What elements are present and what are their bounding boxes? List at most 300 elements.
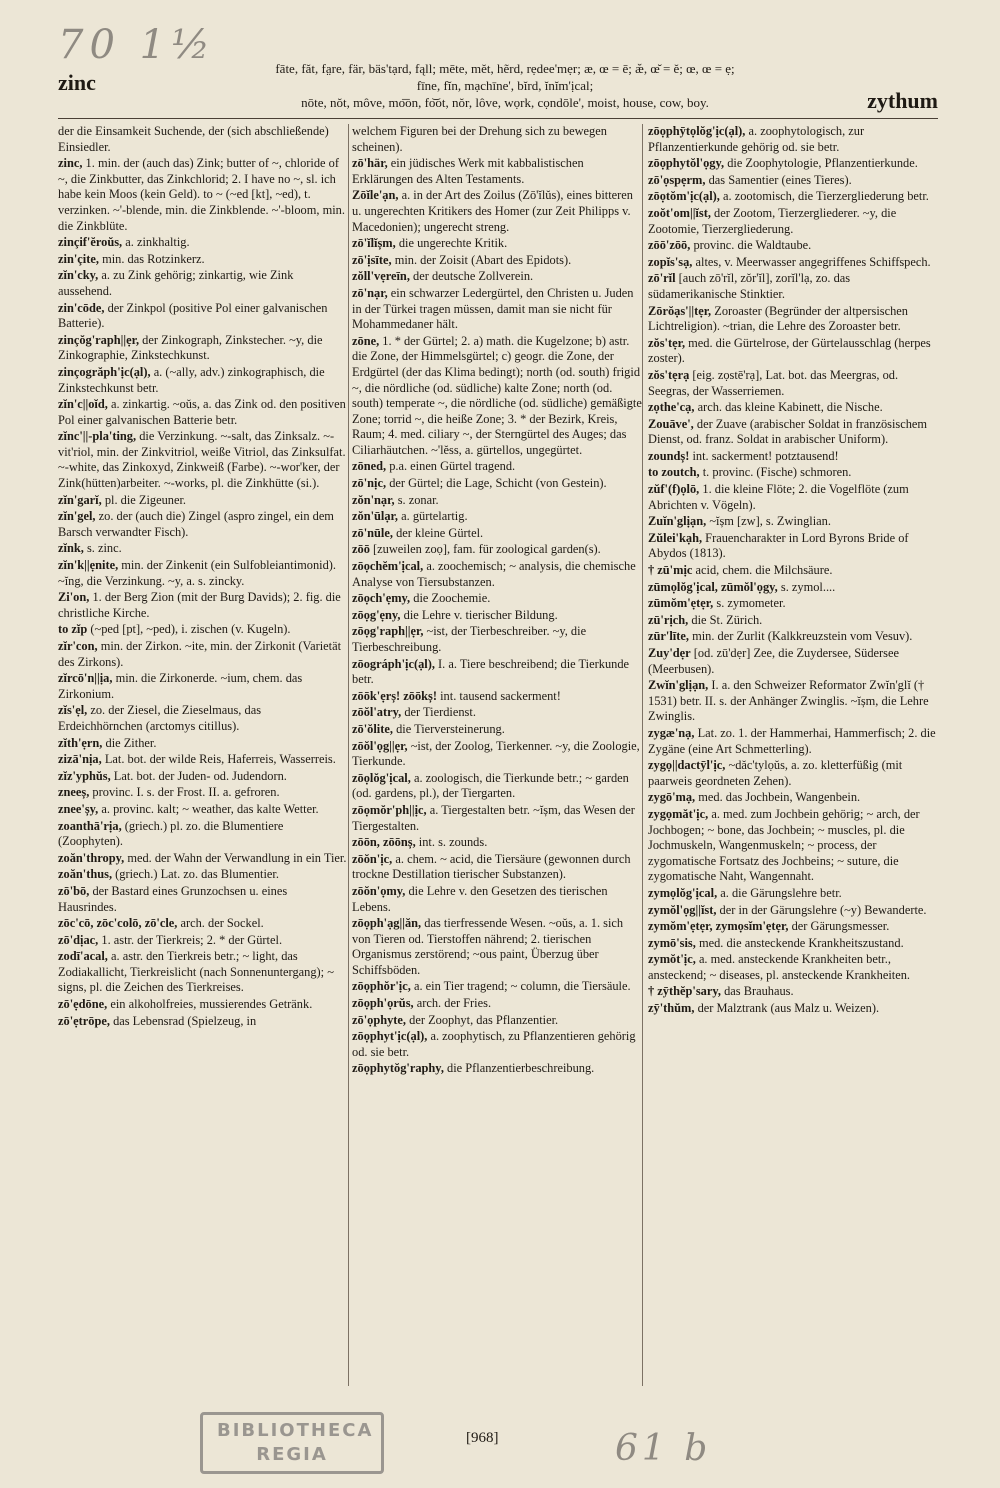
entry-headword: zō'ẹdōne, xyxy=(58,997,108,1012)
dictionary-entry xyxy=(352,996,642,1012)
entry-headword: zŏs'tẹr, xyxy=(648,335,686,350)
entry-definition: ~ĭșm [zw], s. Zwinglian. xyxy=(709,514,831,529)
pronunciation-key-line: nōte, nŏt, môve, mo͞on, fo͝ot, nŏr, lôve, wọrk, cọndōle', moist, house, cow, boy. xyxy=(301,95,709,110)
entry-headword: zō'ọspẹrm, xyxy=(648,172,706,187)
dictionary-entry xyxy=(648,646,938,677)
dictionary-entry xyxy=(352,705,642,721)
library-stamp xyxy=(200,1412,384,1474)
dictionary-entry xyxy=(352,608,642,624)
entry-headword: zōne, xyxy=(352,333,380,348)
entry-definition: 1. der Berg Zion (mit der Burg Davids); 2. fig. die christliche Kirche. xyxy=(58,590,341,620)
pronunciation-key-line: fāte, făt, fa̤re, fär, bäs'tạrd, fąll; mēte, mĕt, hẽrd, rẹdee'mẹr; æ, œ = ē; æ̆, œ̆ = ĕ; œ, œ = ẹ; xyxy=(275,61,735,76)
entry-definition: a. zoochemisch; ~ analysis, die chemische Analyse von Tiersubstanzen. xyxy=(352,559,636,589)
entry-headword: zygō'mạ, xyxy=(648,790,696,805)
dictionary-entry xyxy=(352,559,642,590)
entry-headword: zōned, xyxy=(352,459,387,474)
dictionary-entry xyxy=(352,188,642,235)
entry-definition: ~ist, der Zoolog, Tierkenner. ~y, die Zoologie, Tierkunde. xyxy=(352,738,640,769)
entry-definition: a. med. ansteckende Krankheiten betr., ansteckend; ~ diseases, pl. ansteckende Krankheiten. xyxy=(648,952,910,982)
dictionary-entry xyxy=(352,739,642,770)
entry-headword: zȳ'thŭm, xyxy=(648,1001,695,1016)
entry-headword: zōọlŏg'ịcal, xyxy=(352,770,411,785)
entry-definition: a. med. zum Jochbein gehörig; ~ arch, der Jochbogen; ~ bone, das Jochbein; ~ muscles, pl. die Jochmuskeln, Wangenmuskeln; ~ process, der zygomatische Fortsatz des Jochbeins; ~ suture, die zygomatische Naht, Wangennaht. xyxy=(648,806,920,884)
entry-headword: zōŏl'atry, xyxy=(352,705,402,720)
dictionary-entry xyxy=(648,580,938,596)
entry-definition: p.a. einen Gürtel tragend. xyxy=(389,459,516,474)
entry-definition: zo. der Ziesel, die Zieselmaus, das Erdeichhörnchen (arctomys citillus). xyxy=(58,703,262,733)
entry-headword: zō'ọphyte, xyxy=(352,1012,407,1027)
dictionary-entry xyxy=(352,591,642,607)
header-rule xyxy=(58,118,938,119)
entry-definition: die Lehre v. tierischer Bildung. xyxy=(403,607,558,622)
entry-headword: Zŭlei'kạh, xyxy=(648,530,703,545)
entry-definition: med. der Wahn der Verwandlung in ein Tier. xyxy=(127,850,347,865)
dictionary-entry xyxy=(352,156,642,187)
entry-headword: zoŏt'om||ĭst, xyxy=(648,205,711,220)
entry-definition: a. ein Tier tragend; ~ column, die Tiersäule. xyxy=(413,979,631,994)
entry-definition: min. der Zurlit (Kalkkreuzstein vom Vesuv). xyxy=(692,629,913,644)
entry-headword: zōō xyxy=(352,542,370,557)
dictionary-entry xyxy=(648,255,938,271)
dictionary-entry xyxy=(648,304,938,335)
dictionary-entry xyxy=(648,368,938,399)
entry-headword: zọthe'cạ, xyxy=(648,400,695,415)
entry-headword: zō'rĭl xyxy=(648,271,676,286)
dictionary-entry xyxy=(58,509,348,540)
dictionary-entry xyxy=(58,671,348,702)
entry-headword: zōọphŏr'ịc, xyxy=(352,979,411,994)
entry-definition: a. astr. den Tierkreis betr.; ~ light, das Zodiakallicht, Tierkreislicht (nach Sonnenuntergang); ~ signs, pl. die Zeichen des Tierkreises. xyxy=(58,949,334,995)
entry-definition: der deutsche Zollverein. xyxy=(413,269,534,284)
entry-headword: zĭn'gel, xyxy=(58,509,96,524)
entry-headword: zōŏl'ọg||ẹr, xyxy=(352,738,408,753)
dictionary-entry xyxy=(58,949,348,996)
entry-definition: die Lehre v. den Gesetzen des tierischen Lebens. xyxy=(352,883,608,914)
dictionary-entry xyxy=(58,365,348,396)
dictionary-entry xyxy=(58,752,348,768)
entry-definition: min. die Zirkonerde. ~ium, chem. das Zirkonium. xyxy=(58,671,303,701)
entry-definition: med. die Gürtelrose, der Gürtelausschlag (herpes zoster). xyxy=(648,335,931,366)
dictionary-entry xyxy=(58,802,348,818)
entry-headword: zĭrcō'n||ịa, xyxy=(58,671,113,686)
dictionary-entry xyxy=(352,689,642,705)
entry-definition: a. provinc. kalt; ~ weather, das kalte Wetter. xyxy=(101,801,319,816)
entry-headword: zō'nūle, xyxy=(352,525,393,540)
entry-headword: zinçif'ĕroŭs, xyxy=(58,235,123,250)
entry-definition: a. zinkartig. ~oŭs, a. das Zink od. den positiven Pol einer galvanischen Batterie betr. xyxy=(58,397,346,427)
dictionary-entry xyxy=(58,590,348,621)
entry-headword: zĭn'c||oĭd, xyxy=(58,397,108,412)
dictionary-entry xyxy=(648,726,938,757)
handwritten-catalog-mark: 61 b xyxy=(615,1428,712,1469)
entry-definition: das tierfressende Wesen. ~oŭs, a. 1. sich von Tieren od. Tierstoffen nährend; 2. tierischen Organismus zerstörend; ~ous paint, Überzug über Schiffsböden. xyxy=(352,916,624,977)
entry-definition: der Zinkpol (positive Pol einer galvanischen Batterie). xyxy=(58,300,328,331)
dictionary-entry xyxy=(58,268,348,299)
dictionary-entry xyxy=(58,867,348,883)
entry-definition: arch. der Fries. xyxy=(416,996,492,1011)
entry-headword: zōọph'ọrŭs, xyxy=(352,996,414,1011)
entry-definition: ~dăc'tylọŭs, a. zo. kletterfüßig (mit paarweis geordneten Zehen). xyxy=(648,758,903,788)
entry-headword: zymŏm'ẹtẹr, zymọsĭm'ẹtẹr, xyxy=(648,919,789,934)
column-middle xyxy=(352,124,642,1384)
entry-definition: a. zoophytologisch, zur Pflanzentierkunde gehörig od. sie betr. xyxy=(648,124,865,154)
entry-definition: (griech.) Lat. zo. das Blumentier. xyxy=(115,867,279,882)
entry-headword: zĭn'garĭ, xyxy=(58,492,102,507)
entry-definition: pl. die Zigeuner. xyxy=(104,492,187,507)
entry-headword: zūr'līte, xyxy=(648,629,689,644)
entry-definition: Zoroaster (Begründer der altpersischen Lichtreligion). ~trian, die Lehre des Zoroaster betr. xyxy=(648,303,908,334)
entry-headword: zō'här, xyxy=(352,156,388,171)
entry-definition: ein alkoholfreies, mussierendes Getränk. xyxy=(110,997,313,1012)
dictionary-entry xyxy=(58,997,348,1013)
entry-headword: zymō'sis, xyxy=(648,935,696,950)
dictionary-entry xyxy=(648,613,938,629)
entry-headword: zō'ĭlĭșm, xyxy=(352,236,396,251)
entry-headword: zōọphyt'ịc(ạl), xyxy=(352,1029,428,1044)
entry-headword: zō'ŏlite, xyxy=(352,721,393,736)
entry-headword: to zoutch, xyxy=(648,465,700,480)
entry-definition: der Zoophyt, das Pflanzentier. xyxy=(409,1012,559,1027)
entry-headword: zōọmŏr'ph||ịc, xyxy=(352,802,427,817)
guide-word-right: zythum xyxy=(867,88,938,113)
entry-definition: t. provinc. (Fische) schmoren. xyxy=(702,465,852,480)
pronunciation-key-line: fīne, fĭn, mạchīne', bĭrd, ĭnĭm'ịcal; xyxy=(416,78,594,93)
entry-headword: zĭn'cky, xyxy=(58,268,99,283)
dictionary-entry xyxy=(648,807,938,885)
entry-definition: die Pflanzentierbeschreibung. xyxy=(447,1061,595,1076)
entry-definition: I. a. Tiere beschreibend; die Tierkunde betr. xyxy=(352,656,630,687)
entry-headword: zōọphytŏl'ọgy, xyxy=(648,156,725,171)
dictionary-entry xyxy=(352,624,642,655)
dictionary-entry xyxy=(58,301,348,332)
dictionary-entry xyxy=(352,334,642,459)
dictionary-entry xyxy=(648,984,938,1000)
dictionary-entry xyxy=(648,629,938,645)
entry-definition: a. gürtelartig. xyxy=(401,509,468,524)
entry-definition: a. die Gärungslehre betr. xyxy=(720,885,842,900)
dictionary-entry xyxy=(58,558,348,589)
entry-definition: [eig. zọstē'rạ], Lat. bot. das Meergras, od. Seegras, der Wasserriemen. xyxy=(648,367,899,398)
entry-headword: zōc'cō, zōc'colō, zō'cle, xyxy=(58,916,178,931)
dictionary-entry xyxy=(352,771,642,802)
entry-headword: zodī'acal, xyxy=(58,949,108,964)
entry-headword: zinc, xyxy=(58,156,83,171)
dictionary-entry xyxy=(648,531,938,562)
entry-definition: a. in der Art des Zoilus (Zō'ĭlŭs), eines bitteren u. ungerechten Kritikers des Homer (zur Zeit Philipps v. Macedonien); ungerecht streng. xyxy=(352,188,633,234)
entry-definition: der in der Gärungslehre (~y) Bewanderte. xyxy=(719,902,927,917)
dictionary-entry xyxy=(352,459,642,475)
dictionary-entry xyxy=(58,622,348,638)
dictionary-entry xyxy=(648,173,938,189)
entry-definition: 1. min. der (auch das) Zink; butter of ~, chloride of ~, die Zinkbutter, das Zinkchlorid; 2. I have no ~, sl. ich habe kein Moos (kein Geld). to ~ (~ed [kt], ~ed), t. verzinken. ~'-blende, min. die Zinkblende. ~'-bloom, min. die Zinkblüte. xyxy=(58,156,345,233)
dictionary-entry xyxy=(648,400,938,416)
entry-definition: med. die ansteckende Krankheitszustand. xyxy=(698,935,904,950)
entry-definition: (~ped [pt], ~ped), i. zischen (v. Kugeln). xyxy=(90,622,291,637)
entry-definition: der Zuave (arabischer Soldat in französischem Dienst, od. franz. Soldat in arabischer Uniform). xyxy=(648,416,928,447)
entry-definition: die Verzinkung. ~-salt, das Zinksalz. ~-vit'riol, min. der Zinkvitriol, weiße Vitriol, das Zinksulfat. ~-white, das Zinkoxyd, Zinkweiß (Farbe). ~-wor'ker, der Zink(hütten)arbeiter. ~-works, pl. die Zinkhütte (si.). xyxy=(58,429,346,491)
entry-headword: zōọtŏm'ịc(ạl), xyxy=(648,189,720,204)
dictionary-entry xyxy=(648,449,938,465)
dictionary-entry xyxy=(58,429,348,491)
stamp-line: BIBLIOTHECA xyxy=(217,1420,374,1441)
entry-headword: zĭnc'||-pla'ting, xyxy=(58,429,137,444)
dictionary-entry xyxy=(648,758,938,789)
entry-definition: ein jüdisches Werk mit kabbalistischen Erklärungen des Alten Testaments. xyxy=(352,156,584,186)
entry-headword: zŏll'vẹreīn, xyxy=(352,269,410,284)
entry-definition: arch. der Sockel. xyxy=(180,916,264,931)
dictionary-entry xyxy=(352,509,642,525)
entry-definition: 1. * der Gürtel; 2. a) math. die Kugelzone; b) astr. die Zone, der Himmelsgürtel; c) geogr. die Zone, der Erdgürtel (der das Klima bedingt); north (od. south) frigid ~, die nördliche (od. südliche) kalte Zone; north (od. south) temperate ~, die nördliche (od. südliche) gemäßigte Zone; torrid ~, die heiße Zone; 3. * der Bezirk, Kreis, Raum; 4. med. ciliary ~, der Sterngürtel des Auges; das Ciliarhäutchen. ~'lĕss, a. gürtellos, ungegürtet. xyxy=(352,333,642,457)
entry-headword: zŏn'nạr, xyxy=(352,492,395,507)
entry-definition: das Samentier (eines Tieres). xyxy=(708,172,852,187)
pronunciation-key xyxy=(225,60,785,111)
entry-headword: zĭz'yphŭs, xyxy=(58,768,111,783)
entry-definition: die Tierversteinerung. xyxy=(396,721,505,736)
entry-definition: der Gärungsmesser. xyxy=(791,919,890,934)
entry-definition: (griech.) pl. zo. die Blumentiere (Zoophyten). xyxy=(58,818,284,849)
entry-definition: ein schwarzer Ledergürtel, den Christen u. Juden in der Türkei tragen müssen, damit man sie nicht für Mohammedaner hält. xyxy=(352,285,634,332)
entry-headword: zō'ẹtrōpe, xyxy=(58,1013,110,1028)
entry-headword: zūmọlŏg'ịcal, zūmŏl'ọgy, xyxy=(648,579,778,594)
entry-headword: to zĭp xyxy=(58,622,88,637)
entry-headword: Zouāve', xyxy=(648,416,694,431)
entry-definition: ~ist, der Tierbeschreiber. ~y, die Tierbeschreibung. xyxy=(352,624,587,654)
dictionary-entry xyxy=(58,851,348,867)
column-divider xyxy=(642,124,643,1386)
entry-headword: zĭr'con, xyxy=(58,639,98,653)
entry-headword: zū'rịch, xyxy=(648,612,689,627)
entry-headword: zŏn'ūlạr, xyxy=(352,509,399,524)
dictionary-entry xyxy=(648,563,938,579)
entry-definition: [auch zō'rĭl, zŏr'ĭl], zorĭl'lạ, zo. das südamerikanische Stinktier. xyxy=(648,271,851,301)
entry-headword: zoăn'thus, xyxy=(58,867,113,882)
entry-headword: zōográph'ịc(ạl), xyxy=(352,656,435,671)
entry-headword: zō'nạr, xyxy=(352,285,388,300)
column-left xyxy=(58,124,348,1384)
entry-headword: zymọlŏg'ịcal, xyxy=(648,885,718,900)
dictionary-entry xyxy=(352,803,642,834)
dictionary-entry xyxy=(58,933,348,949)
entry-headword: zōō'zōō, xyxy=(648,238,691,253)
dictionary-entry xyxy=(648,206,938,237)
dictionary-entry xyxy=(58,1014,348,1030)
entry-definition: der die Einsamkeit Suchende, der (sich abschließende) Einsiedler. xyxy=(58,124,329,154)
entry-definition: a. zinkhaltig. xyxy=(125,235,190,250)
entry-definition: welchem Figuren bei der Drehung sich zu bewegen scheinen). xyxy=(352,124,607,154)
dictionary-entry xyxy=(648,596,938,612)
dictionary-entry xyxy=(648,271,938,302)
entry-definition: Lat. bot. der wilde Reis, Haferreis, Wasserreis. xyxy=(104,752,336,767)
entry-headword: zoundș! xyxy=(648,448,690,463)
entry-definition: die St. Zürich. xyxy=(691,612,763,627)
entry-definition: Frauencharakter in Lord Byrons Bride of Abydos (1813). xyxy=(648,530,909,561)
entry-headword: Zi'on, xyxy=(58,590,90,605)
entry-definition: der Bastard eines Grunzochsen u. eines Hausrindes. xyxy=(58,883,288,914)
entry-headword: zōọch'ẹmy, xyxy=(352,591,411,606)
entry-definition: provinc. I. s. der Frost. II. a. gefroren. xyxy=(92,785,280,800)
entry-headword: zōọph'ạg||ăn, xyxy=(352,916,422,931)
entry-definition: min. der Zirkon. ~ite, min. der Zirkonit (Varietät des Zirkons). xyxy=(58,639,342,669)
entry-headword: Zuy'dẹr xyxy=(648,646,691,660)
entry-headword: zoăn'thropy, xyxy=(58,850,125,865)
entry-definition: der Tierdienst. xyxy=(404,705,476,720)
dictionary-entry xyxy=(58,884,348,915)
column-divider xyxy=(348,124,349,1386)
entry-definition: I. a. den Schweizer Reformator Zwĭn'glĭ († 1531) betr. II. s. der Anhänger Zwinglis. ~ĭșm, die Lehre Zwinglis. xyxy=(648,678,929,724)
entry-headword: zōōk'ẹrș! zōōkș! xyxy=(352,688,437,703)
entry-headword: zō'ịsīte, xyxy=(352,252,392,267)
dictionary-entry xyxy=(352,1061,642,1077)
entry-definition: 1. astr. der Tierkreis; 2. * der Gürtel. xyxy=(101,932,283,947)
entry-headword: zō'nịc, xyxy=(352,476,387,491)
entry-headword: zōōn, zōōnș, xyxy=(352,835,416,850)
entry-definition: der Zinkograph, Zinkstecher. ~y, die Zinkographie, Zinkstechkunst. xyxy=(58,332,323,363)
dictionary-entry xyxy=(58,703,348,734)
dictionary-entry xyxy=(648,936,938,952)
dictionary-entry xyxy=(648,903,938,919)
entry-headword: zĭs'ẹl, xyxy=(58,703,88,718)
dictionary-entry xyxy=(352,835,642,851)
entry-headword: zōọg'raph||ẹr, xyxy=(352,624,424,639)
entry-definition: s. zinc. xyxy=(86,541,122,556)
entry-definition: int. sackerment! potztausend! xyxy=(692,448,839,463)
entry-definition: die ungerechte Kritik. xyxy=(398,236,508,251)
dictionary-entry xyxy=(352,722,642,738)
dictionary-entry xyxy=(58,769,348,785)
entry-headword: zŭf'(f)ọlō, xyxy=(648,482,700,497)
dictionary-entry xyxy=(648,465,938,481)
dictionary-entry xyxy=(352,236,642,252)
entry-headword: zōọchĕm'ịcal, xyxy=(352,559,424,574)
dictionary-entry xyxy=(58,156,348,234)
dictionary-entry xyxy=(648,790,938,806)
dictionary-entry xyxy=(352,493,642,509)
entry-headword: zō'dịac, xyxy=(58,932,99,947)
entry-definition: das Brauhaus. xyxy=(724,984,794,999)
dictionary-entry xyxy=(352,269,642,285)
entry-definition: s. zymol.... xyxy=(780,579,836,594)
entry-headword: zoanthā'rịa, xyxy=(58,818,122,833)
dictionary-entry xyxy=(352,884,642,915)
dictionary-entry xyxy=(352,1029,642,1060)
dictionary-entry xyxy=(58,493,348,509)
dictionary-entry xyxy=(58,916,348,932)
stamp-line: REGIA xyxy=(256,1444,328,1465)
dictionary-entry xyxy=(58,333,348,364)
dictionary-entry xyxy=(648,417,938,448)
entry-headword: zin'cōde, xyxy=(58,300,105,315)
entry-definition: 1. die kleine Flöte; 2. die Vogelflöte (zum Abrichten v. Vögeln). xyxy=(648,482,909,512)
dictionary-entry xyxy=(352,286,642,333)
dictionary-entry xyxy=(352,542,642,558)
column-right xyxy=(648,124,938,1384)
entry-headword: zizā'nịa, xyxy=(58,752,102,767)
entry-headword: zinçogrăph'ịc(ạl), xyxy=(58,364,151,379)
dictionary-entry xyxy=(648,482,938,513)
entry-definition: das Lebensrad (Spielzeug, in xyxy=(113,1013,257,1028)
entry-definition: int. s. zounds. xyxy=(418,835,488,850)
dictionary-entry xyxy=(648,124,938,155)
entry-headword: Zōĭle'ạn, xyxy=(352,188,399,203)
dictionary-entry xyxy=(352,979,642,995)
entry-headword: zōọg'ẹny, xyxy=(352,607,401,622)
dictionary-entry xyxy=(58,785,348,801)
entry-headword: zōọphȳtọlŏg'ịc(ạl), xyxy=(648,124,746,138)
dictionary-entry xyxy=(352,124,642,155)
entry-definition: provinc. die Waldtaube. xyxy=(693,238,812,253)
entry-definition: int. tausend sackerment! xyxy=(440,688,561,703)
dictionary-entry xyxy=(648,238,938,254)
entry-definition: min. der Zinkenit (ein Sulfobleiantimonid). ~ĭng, die Verzinkung. ~y, a. s. zincky. xyxy=(58,558,337,588)
entry-headword: zinçŏg'raph||ẹr, xyxy=(58,332,140,347)
entry-definition: Lat. zo. 1. der Hammerhai, Hammerfisch; 2. die Zygäne (eine Art Schmetterling). xyxy=(648,725,936,756)
entry-definition: die Zither. xyxy=(105,735,157,750)
page-number: [968] xyxy=(466,1430,499,1446)
dictionary-entry xyxy=(648,886,938,902)
dictionary-entry xyxy=(352,253,642,269)
entry-headword: zygọ||dactȳl'ịc, xyxy=(648,758,726,773)
entry-definition: a. zootomisch, die Tierzergliederung betr. xyxy=(723,189,929,204)
dictionary-entry xyxy=(352,526,642,542)
entry-headword: Zuĭn'glịạn, xyxy=(648,514,707,529)
entry-headword: zūmŏm'ẹtẹr, xyxy=(648,596,714,611)
entry-definition: a. zu Zink gehörig; zinkartig, wie Zink aussehend. xyxy=(58,268,294,298)
entry-definition: a. Tiergestalten betr. ~ĭșm, das Wesen der Tiergestalten. xyxy=(352,802,635,833)
entry-headword: † zȳthĕp'sary, xyxy=(648,984,721,999)
entry-headword: zĭth'ẹrn, xyxy=(58,735,103,750)
entry-headword: zymŏl'ọg||ĭst, xyxy=(648,902,717,917)
entry-definition: min. das Rotzinkerz. xyxy=(102,251,205,266)
dictionary-entry xyxy=(352,476,642,492)
entry-definition: med. das Jochbein, Wangenbein. xyxy=(698,790,861,805)
entry-headword: † zū'mịc xyxy=(648,563,693,578)
dictionary-entry xyxy=(648,1001,938,1017)
dictionary-entry xyxy=(58,541,348,557)
entry-definition: die Zoochemie. xyxy=(413,591,491,606)
entry-headword: znee'șy, xyxy=(58,801,99,816)
entry-definition: a. (~ally, adv.) zinkographisch, die Zinkstechkunst betr. xyxy=(58,364,325,395)
entry-headword: zopĭs'sạ, xyxy=(648,254,693,269)
entry-headword: zĭn'k||ẹnite, xyxy=(58,558,119,573)
dictionary-entry xyxy=(648,514,938,530)
dictionary-entry xyxy=(58,397,348,428)
entry-definition: der Malztrank (aus Malz u. Weizen). xyxy=(697,1001,880,1016)
entry-headword: zŏs'tẹrạ xyxy=(648,367,690,382)
entry-definition: a. zoologisch, die Tierkunde betr.; ~ garden (od. gardens, pl.), der Tiergarten. xyxy=(352,770,629,801)
dictionary-entry xyxy=(58,235,348,251)
handwritten-shelf-note: 70 1½ xyxy=(58,22,216,68)
entry-definition: [zuweilen zoọ], fam. für zoological garden(s). xyxy=(373,542,601,557)
entry-headword: zymŏt'ịc, xyxy=(648,952,696,967)
entry-definition: der Gürtel; die Lage, Schicht (von Gestein). xyxy=(389,476,607,491)
entry-headword: zneeș, xyxy=(58,785,90,800)
entry-definition: der Zootom, Tierzergliederer. ~y, die Zootomie, Tierzergliederung. xyxy=(648,205,897,236)
entry-definition: die Zoophytologie, Pflanzentierkunde. xyxy=(727,156,918,171)
entry-definition: s. zymometer. xyxy=(716,596,786,611)
guide-word-left: zinc xyxy=(58,70,96,95)
entry-headword: zygọmăt'ịc, xyxy=(648,806,709,821)
dictionary-entry xyxy=(648,952,938,983)
entry-headword: Zwĭn'glịạn, xyxy=(648,678,709,693)
entry-headword: zō'bō, xyxy=(58,883,90,898)
entry-definition: s. zonar. xyxy=(397,492,439,507)
entry-definition: a. zoophytisch, zu Pflanzentieren gehörig od. sie betr. xyxy=(352,1029,636,1059)
dictionary-entry xyxy=(352,852,642,883)
dictionary-entry xyxy=(58,639,348,670)
entry-definition: der kleine Gürtel. xyxy=(396,525,484,540)
entry-definition: [od. zū'dẹr] Zee, die Zuydersee, Südersee (Meerbusen). xyxy=(648,646,900,676)
dictionary-entry xyxy=(58,252,348,268)
